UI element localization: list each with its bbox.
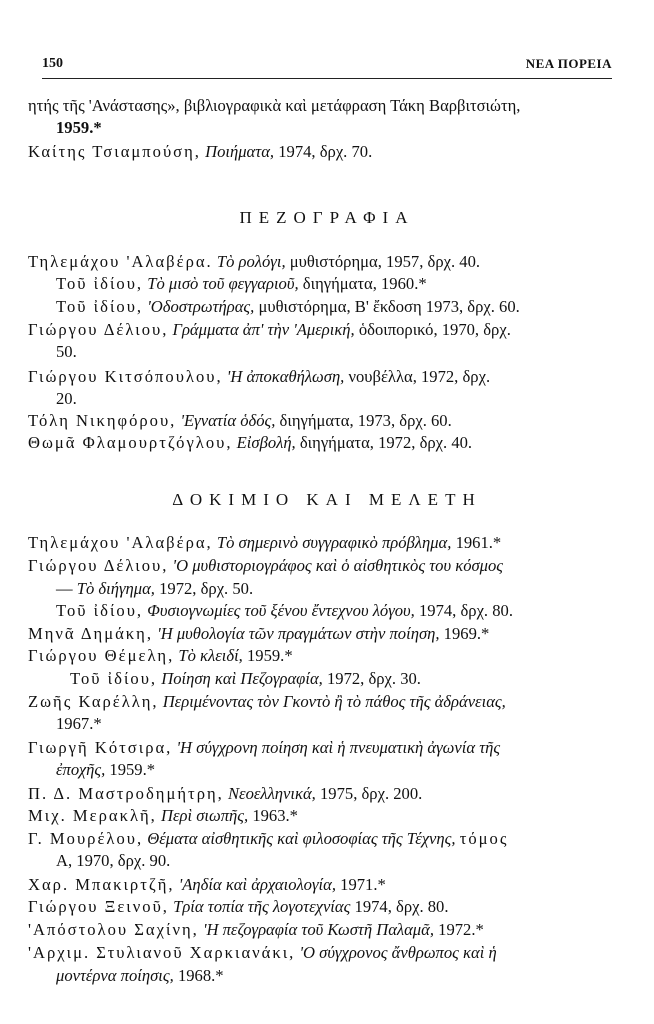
entry-text: 1967.* [56, 714, 102, 733]
entry-details: ὁδοιπορικό, 1970, δρχ. [358, 320, 511, 339]
entry-text: 50. [56, 342, 77, 361]
page-number: 150 [42, 56, 63, 71]
entry-continuation-line [28, 96, 626, 116]
entry-title: Τρία τοπία τῆς λογοτεχνίας [173, 897, 351, 916]
entry-continuation-line [56, 342, 654, 362]
entry-author: Χαρ. Μπακιρτζῆ, [28, 875, 175, 894]
entry-author: Γιώργου Δέλιου, [28, 320, 169, 339]
entry-title: Θέματα αἰσθητικῆς καὶ φιλοσοφίας τῆς Τέχνης, [147, 829, 456, 848]
entry-title: Εἰσβολή, [236, 433, 296, 452]
entry-title: 'Αηδία καὶ ἀρχαιολογία, [178, 875, 336, 894]
entry-details: μυθιστόρημα, 1957, δρχ. 40. [289, 252, 481, 271]
entry-title: 'Η μυθολογία τῶν πραγμάτων στὴν ποίηση, [157, 624, 440, 643]
entry-author: Γιωργῆ Κότσιρα, [28, 738, 173, 757]
bibliography-entry [28, 738, 626, 758]
entry-author: Γιώργου Ξεινοῦ, [28, 897, 169, 916]
entry-continuation-line [56, 851, 654, 871]
entry-details: 1959.* [109, 760, 156, 779]
bibliography-entry [28, 692, 626, 712]
entry-continuation-line [56, 579, 654, 599]
entry-author: Π. Δ. Μαστροδημήτρη, [28, 784, 224, 803]
entry-details: 1975, δρχ. 200. [320, 784, 423, 803]
entry-title: Τὸ σημερινὸ συγγραφικὸ πρόβλημα, [216, 533, 452, 552]
entry-author: Τοῦ ἰδίου, [56, 274, 144, 293]
entry-text: Α, 1970, δρχ. 90. [56, 851, 171, 870]
section-heading-essay: ΔΟΚΙΜΙΟ ΚΑΙ ΜΕΛΕΤΗ [172, 490, 482, 509]
entry-details: διηγήματα, 1960.* [302, 274, 427, 293]
entry-text: 1959.* [56, 118, 102, 137]
entry-details: 1974, δρχ. 80. [418, 601, 513, 620]
entry-author: Γιώργου Δέλιου, [28, 556, 169, 575]
entry-author: Τηλεμάχου 'Αλαβέρα, [28, 533, 213, 552]
entry-title: Τὸ κλειδί, [178, 646, 243, 665]
entry-details: 1969.* [443, 624, 490, 643]
entry-title: μοντέρνα ποίησις, [56, 966, 174, 985]
entry-details: διηγήματα, 1973, δρχ. 60. [279, 411, 452, 430]
entry-title: ἐποχῆς, [56, 760, 106, 779]
entry-title: Ποίηση καὶ Πεζογραφία, [161, 669, 323, 688]
entry-author: Τοῦ ἰδίου, [56, 297, 144, 316]
entry-title: 'Η πεζογραφία τοῦ Κωστῆ Παλαμᾶ, [202, 920, 434, 939]
entry-title: Τὸ διήγημα, [76, 579, 155, 598]
entry-author: Γ. Μουρέλου, [28, 829, 144, 848]
entry-text: 20. [56, 389, 77, 408]
section-heading-prose: ΠΕΖΟΓΡΑΦΙΑ [239, 208, 415, 227]
entry-details: 1972, δρχ. 30. [326, 669, 421, 688]
entry-title: Φυσιογνωμίες τοῦ ξένου ἔντεχνου λόγου, [147, 601, 415, 620]
bibliography-entry [28, 367, 626, 387]
entry-details: 1974, δρχ. 80. [354, 897, 449, 916]
entry-author: Γιώργου Θέμελη, [28, 646, 175, 665]
entry-title: Τὸ ρολόγι, [216, 252, 286, 271]
entry-author: 'Αρχιμ. Στυλιανοῦ Χαρκιανάκι, [28, 943, 296, 962]
entry-author: Τοῦ ἰδίου, [70, 669, 158, 688]
bibliography-entry [28, 320, 626, 340]
entry-details: 1972, δρχ. 50. [159, 579, 254, 598]
entry-author: Μηνᾶ Δημάκη, [28, 624, 153, 643]
entry-title: Περὶ σιωπῆς, [160, 806, 249, 825]
entry-author: Γιώργου Κιτσόπουλου, [28, 367, 223, 386]
entry-author: Τηλεμάχου 'Αλαβέρα. [28, 252, 213, 271]
entry-continuation-line [56, 714, 654, 734]
bibliography-entry [28, 433, 626, 453]
bibliography-entry [28, 829, 626, 849]
entry-title: Ποιήματα, [205, 142, 275, 161]
bibliography-entry [28, 920, 626, 940]
bibliography-entry [28, 875, 626, 895]
bibliography-entry [28, 533, 626, 553]
entry-continuation-line [56, 966, 654, 986]
entry-title: 'Η ἀποκαθήλωση, [226, 367, 345, 386]
entry-author: Τόλη Νικηφόρου, [28, 411, 177, 430]
bibliography-entry [28, 624, 626, 644]
bibliography-entry [56, 601, 626, 621]
entry-title: 'Εγνατία ὁδός, [180, 411, 276, 430]
entry-continuation-line [56, 389, 654, 409]
entry-author: Τοῦ ἰδίου, [56, 601, 144, 620]
entry-author: Μιχ. Μερακλῆ, [28, 806, 157, 825]
entry-details: διηγήματα, 1972, δρχ. 40. [299, 433, 473, 452]
entry-author: Θωμᾶ Φλαμουρτζόγλου, [28, 433, 233, 452]
bibliography-entry [28, 556, 626, 576]
bibliography-entry [28, 411, 626, 431]
bibliography-entry [28, 142, 626, 162]
entry-details: 1968.* [177, 966, 224, 985]
entry-details: νουβέλλα, 1972, δρχ. [348, 367, 491, 386]
entry-details: 1963.* [252, 806, 298, 825]
bibliography-entry [56, 297, 626, 317]
entry-continuation-line [56, 760, 654, 780]
entry-details: 1959.* [246, 646, 293, 665]
entry-details: 1971.* [340, 875, 386, 894]
entry-details: τόμος [459, 829, 509, 848]
bibliography-entry [28, 784, 626, 804]
bibliography-entry [28, 943, 626, 963]
running-title: ΝΕΑ ΠΟΡΕΙΑ [525, 56, 612, 71]
entry-title: Περιμένοντας τὸν Γκοντὸ ἢ τὸ πάθος τῆς ἀδράνειας, [162, 692, 506, 711]
entry-title: Γράμματα ἀπ' τὴν 'Αμερική, [172, 320, 355, 339]
entry-title: 'Ο σύγχρονος ἄνθρωπος καὶ ἡ [299, 943, 497, 962]
entry-author: 'Απόστολου Σαχίνη, [28, 920, 199, 939]
running-header [42, 54, 612, 79]
bibliography-entry [28, 252, 626, 272]
bibliography-entry [28, 646, 626, 666]
entry-author: Καίτης Τσιαμπούση, [28, 142, 201, 161]
entry-title: Τὸ μισὸ τοῦ φεγγαριοῦ, [147, 274, 299, 293]
entry-text: — [56, 579, 77, 598]
entry-continuation-line [56, 118, 654, 138]
entry-title: 'Οδοστρωτήρας, [147, 297, 255, 316]
entry-author: Ζωῆς Καρέλλη, [28, 692, 159, 711]
entry-details: 1974, δρχ. 70. [278, 142, 373, 161]
entry-title: 'Ο μυθιστοριογράφος καὶ ὁ αἰσθητικὸς του κόσμος [172, 556, 504, 575]
entry-details: 1961.* [455, 533, 502, 552]
bibliography-entry [28, 806, 626, 826]
bibliography-entry [70, 669, 626, 689]
bibliography-entry [56, 274, 626, 294]
bibliography-entry [28, 897, 626, 917]
entry-text: ητής τῆς 'Ανάστασης», βιβλιογραφικὰ καὶ μετάφραση Τάκη Βαρβιτσιώτη, [28, 96, 521, 115]
entry-details: μυθιστόρημα, Β' ἔκδοση 1973, δρχ. 60. [258, 297, 520, 316]
entry-title: Νεοελληνικά, [227, 784, 316, 803]
entry-details: 1972.* [438, 920, 484, 939]
entry-title: 'Η σύγχρονη ποίηση καὶ ἡ πνευματικὴ ἀγωνία τῆς [176, 738, 501, 757]
